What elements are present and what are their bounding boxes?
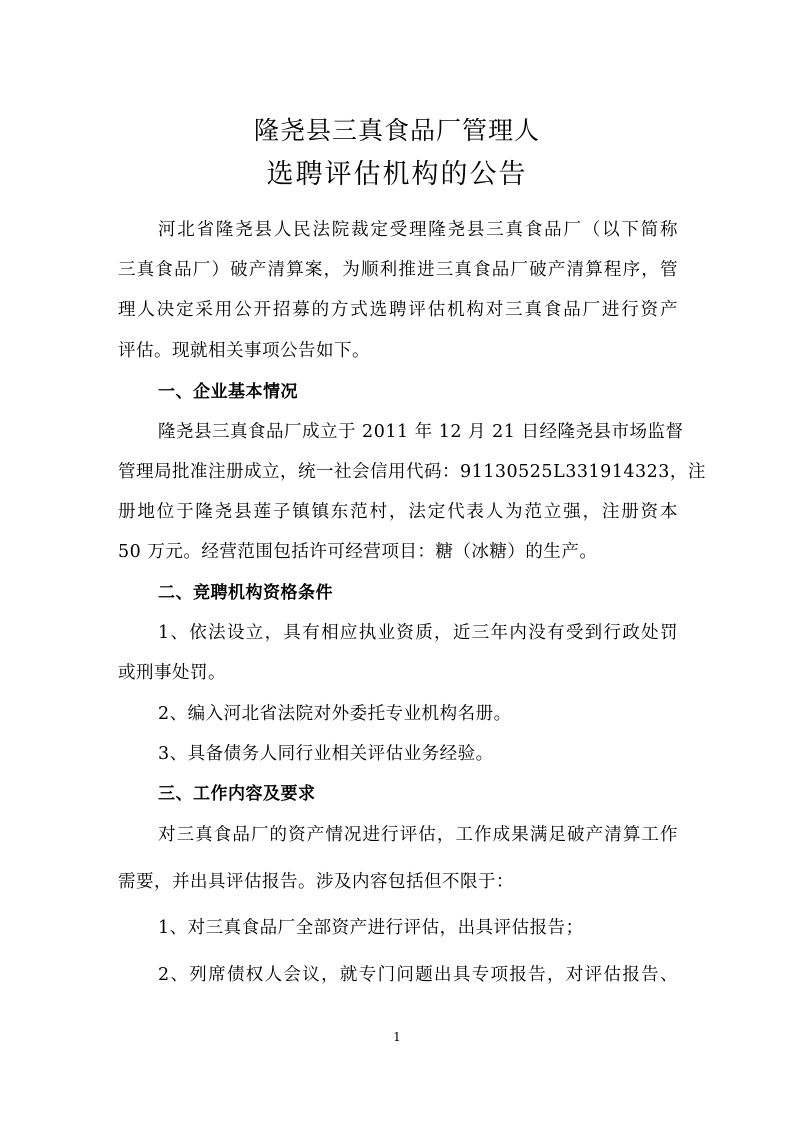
- title-line-2: 选聘评估机构的公告: [266, 159, 528, 190]
- body-line: 对三真食品厂的资产情况进行评估，工作成果满足破产清算工作: [158, 825, 678, 845]
- body-line: 评估。现就相关事项公告如下。: [118, 341, 370, 361]
- page-number: 1: [393, 1030, 401, 1044]
- body-line: 2、列席债权人会议，就专门问题出具专项报告，对评估报告、: [158, 965, 678, 985]
- section-heading: 二、竞聘机构资格条件: [158, 583, 333, 603]
- body-line: 管理局批准注册成立，统一社会信用代码：91130525L331914323，注: [118, 462, 706, 482]
- body-line: 50 万元。经营范围包括许可经营项目：糖（冰糖）的生产。: [118, 542, 598, 562]
- body-line: 1、依法设立，具有相应执业资质，近三年内没有受到行政处罚: [158, 623, 678, 643]
- title-line-1: 隆尧县三真食品厂管理人: [253, 116, 540, 145]
- body-line: 三真食品厂）破产清算案，为顺利推进三真食品厂破产清算程序，管: [118, 260, 678, 280]
- body-line: 理人决定采用公开招募的方式选聘评估机构对三真食品厂进行资产: [118, 300, 678, 320]
- body-line: 河北省隆尧县人民法院裁定受理隆尧县三真食品厂（以下简称: [158, 220, 678, 240]
- body-line: 册地位于隆尧县莲子镇镇东范村，法定代表人为范立强，注册资本: [118, 502, 678, 522]
- body-line: 1、对三真食品厂全部资产进行评估，出具评估报告；: [158, 918, 584, 938]
- body-line: 3、具备债务人同行业相关评估业务经验。: [158, 744, 494, 764]
- section-heading: 一、企业基本情况: [158, 382, 298, 402]
- body-line: 需要，并出具评估报告。涉及内容包括但不限于：: [118, 872, 514, 892]
- body-line: 2、编入河北省法院对外委托专业机构名册。: [158, 704, 512, 724]
- body-line: 或刑事处罚。: [118, 663, 226, 683]
- body-line: 隆尧县三真食品厂成立于 2011 年 12 月 21 日经隆尧县市场监督: [158, 422, 684, 442]
- section-heading: 三、工作内容及要求: [158, 784, 316, 804]
